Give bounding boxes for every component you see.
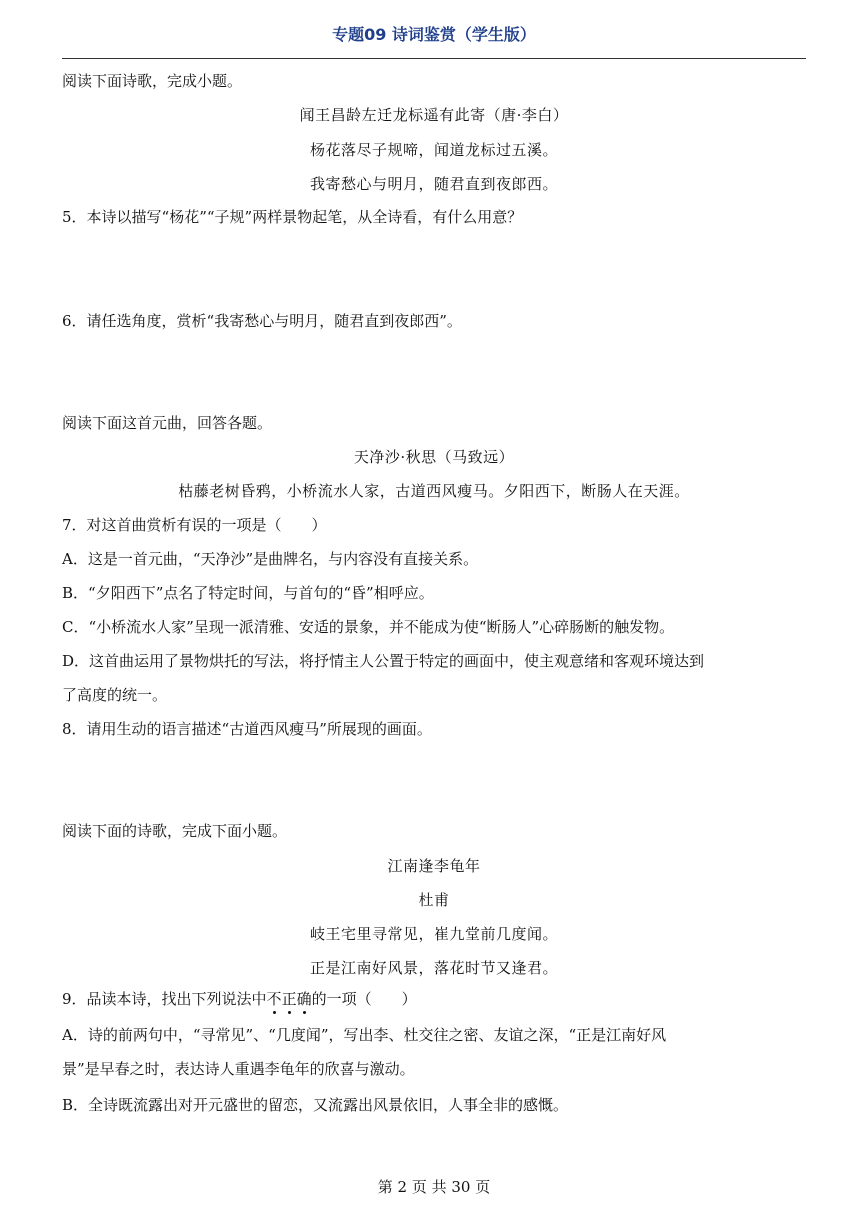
section2-poem-line: 枯藤老树昏鸦，小桥流水人家，古道西风瘦马。夕阳西下，断肠人在天涯。	[178, 482, 690, 500]
question-6: 6．请任选角度，赏析“我寄愁心与明月，随君直到夜郎西”。	[62, 312, 462, 330]
question-9-option-a-line-1: A．诗的前两句中，“寻常见”、“几度闻”，写出李、杜交往之密、友谊之深，“正是江南好风	[62, 1026, 667, 1044]
section3-poem-line-1: 岐王宅里寻常见，崔九堂前几度闻。	[309, 925, 558, 943]
emphasis-char-2: 正	[281, 990, 297, 1008]
section2-poem-title: 天净沙·秋思（马致远）	[353, 448, 515, 466]
question-7-option-c: C．“小桥流水人家”呈现一派清雅、安适的景象，并不能成为使“断肠人”心碎肠断的触发物。	[62, 618, 675, 636]
question-7-option-b: B．“夕阳西下”点名了特定时间，与首句的“昏”相呼应。	[62, 584, 434, 602]
section1-intro: 阅读下面诗歌，完成小题。	[62, 72, 243, 90]
section3-poem-line-2: 正是江南好风景，落花时节又逢君。	[309, 959, 558, 977]
question-9-text-post: 的一项（ ）	[311, 990, 417, 1008]
header-divider	[62, 58, 806, 59]
question-7-option-d-line-1: D．这首曲运用了景物烘托的写法，将抒情主人公置于特定的画面中，使主观意绪和客观环境达到	[62, 652, 705, 670]
emphasis-char-1: 不	[266, 990, 282, 1008]
section1-poem-title: 闻王昌龄左迁龙标遥有此寄（唐·李白）	[299, 106, 569, 124]
question-7-option-a: A．这是一首元曲，“天净沙”是曲牌名，与内容没有直接关系。	[62, 550, 479, 568]
question-7-option-d-line-2: 了高度的统一。	[62, 686, 168, 704]
question-9-text-pre: 9．品读本诗，找出下列说法中	[62, 990, 267, 1008]
page-header-title: 专题09 诗词鉴赏（学生版）	[332, 25, 536, 44]
question-7: 7．对这首曲赏析有误的一项是（ ）	[62, 516, 327, 534]
question-9-option-a-line-2: 景”是早春之时，表达诗人重遇李龟年的欣喜与激动。	[62, 1060, 415, 1078]
question-9	[62, 988, 806, 1009]
section3-intro: 阅读下面的诗歌，完成下面小题。	[62, 822, 288, 840]
question-8: 8．请用生动的语言描述“古道西风瘦马”所展现的画面。	[62, 720, 432, 738]
question-9-option-b: B．全诗既流露出对开元盛世的留恋，又流露出风景依旧，人事全非的感慨。	[62, 1096, 569, 1114]
section1-poem-line-2: 我寄愁心与明月，随君直到夜郎西。	[309, 175, 558, 193]
section2-intro: 阅读下面这首元曲，回答各题。	[62, 414, 273, 432]
page-footer: 第 2 页 共 30 页	[377, 1178, 491, 1196]
section1-poem-line-1: 杨花落尽子规啼，闻道龙标过五溪。	[309, 141, 558, 159]
emphasis-char-3: 确	[296, 990, 312, 1008]
question-5: 5．本诗以描写“杨花”“子规”两样景物起笔，从全诗看，有什么用意？	[62, 208, 523, 226]
section3-poem-title: 江南逢李龟年	[387, 857, 481, 875]
section3-poem-author: 杜甫	[418, 891, 450, 909]
